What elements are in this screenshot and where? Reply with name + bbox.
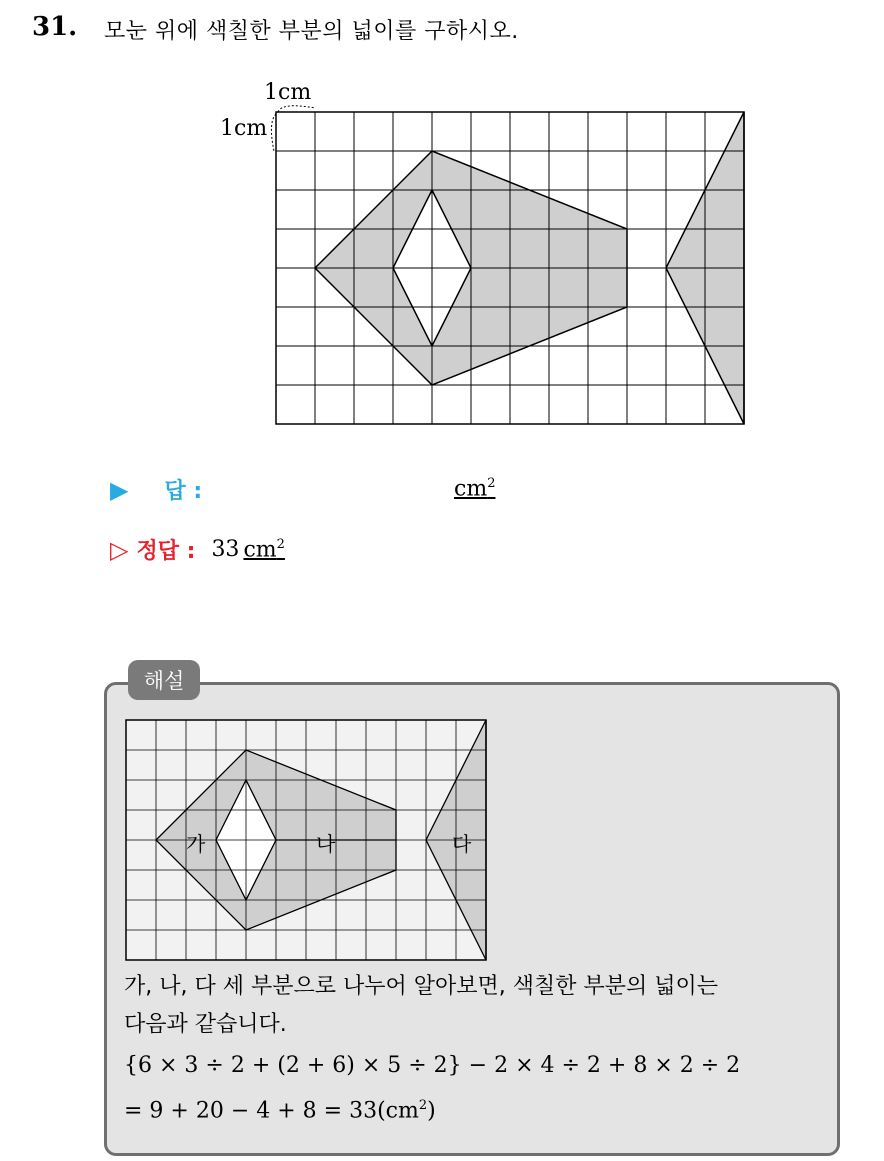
answer-unit-text: cm bbox=[454, 476, 488, 502]
grid-svg bbox=[200, 76, 760, 436]
eq2-prefix: = 9 + 20 − 4 + 8 = 33(cm bbox=[124, 1098, 419, 1124]
explanation-line-2: 다음과 같습니다. bbox=[124, 1012, 287, 1037]
explanation-text bbox=[124, 968, 834, 1044]
equation-line-1: {6 × 3 ÷ 2 + (2 + 6) × 5 ÷ 2} − 2 × 4 ÷ 2 + 8 × 2 ÷ 2 bbox=[124, 1053, 741, 1078]
play-triangle-icon: ▶ bbox=[110, 475, 129, 504]
label-1cm-top: 1cm bbox=[264, 80, 312, 105]
answer-unit-exp: 2 bbox=[487, 476, 496, 491]
region-label-da: 다 bbox=[452, 832, 472, 856]
correct-answer-unit bbox=[243, 537, 284, 562]
region-label-na: 나 bbox=[316, 832, 336, 856]
grid-lines bbox=[276, 112, 744, 424]
top-dimension-arc bbox=[278, 106, 315, 112]
grid-figure bbox=[200, 76, 760, 440]
explanation-figure bbox=[124, 718, 488, 968]
correct-unit-text: cm bbox=[243, 537, 277, 563]
correct-answer-value: 33 bbox=[211, 537, 240, 562]
label-1cm-left: 1cm bbox=[220, 116, 268, 141]
explanation-line-1: 가, 나, 다 세 부분으로 나누어 알아보면, 색칠한 부분의 넓이는 bbox=[124, 974, 718, 999]
eq2-exp: 2 bbox=[418, 1098, 428, 1113]
region-label-ga: 가 bbox=[186, 832, 206, 856]
answer-label: 답 : bbox=[164, 479, 203, 504]
question-text: 모눈 위에 색칠한 부분의 넓이를 구하시오. bbox=[104, 19, 519, 44]
correct-answer-row bbox=[110, 534, 285, 565]
answer-row bbox=[110, 474, 202, 505]
correct-unit-exp: 2 bbox=[276, 536, 285, 552]
explanation-tag: 해설 bbox=[128, 660, 200, 700]
correct-answer-label: 정답 : bbox=[136, 539, 196, 564]
explanation-svg bbox=[124, 718, 488, 964]
eq2-suffix: ) bbox=[427, 1098, 436, 1124]
question-number: 31. bbox=[32, 12, 78, 42]
outline-triangle-icon: ▷ bbox=[110, 535, 129, 564]
answer-unit bbox=[454, 476, 495, 501]
equation-line-2 bbox=[124, 1090, 436, 1127]
